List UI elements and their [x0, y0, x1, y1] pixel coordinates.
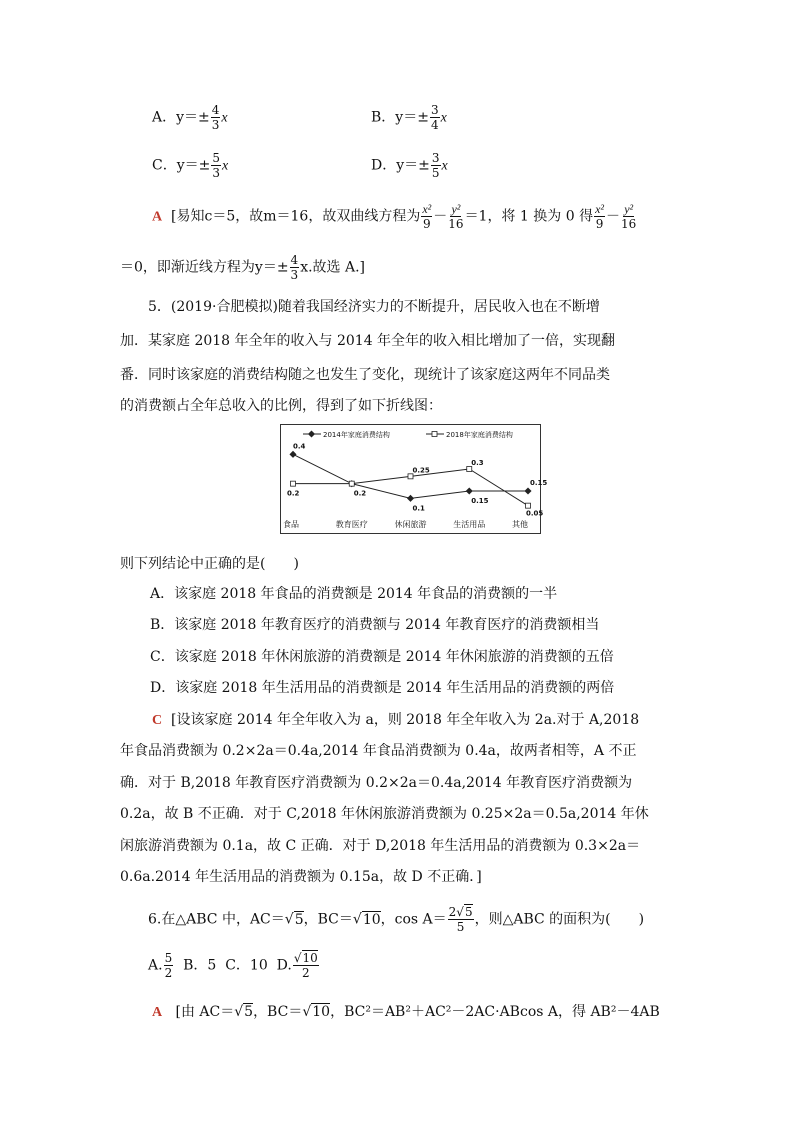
solution-4-frac1-den: 9: [422, 217, 431, 231]
question-6-text4: ，则△ABC 的面积为( ): [474, 911, 645, 928]
question-6-option-d-sqrt: 10: [302, 951, 318, 965]
option-4a-num: 4: [211, 103, 220, 117]
option-4b-x: x: [440, 110, 447, 126]
option-4b-text: B．y＝±: [371, 109, 429, 126]
series-1-label-0: 0.2: [287, 489, 300, 498]
solution-5-line2: 年食品消费额为 0.2×2a＝0.4a,2014 年食品消费额为 0.4a，故两者相等，A 不正: [120, 743, 637, 759]
solution-5-line6: 0.6a.2014 年生活用品的消费额为 0.15a，故 D 不正确．]: [120, 869, 482, 885]
series-1-label-2: 0.25: [412, 466, 430, 475]
solution-4-frac3-den: 9: [595, 217, 604, 231]
option-4a-text: A．y＝±: [152, 109, 210, 126]
solution-4-line2-num: 4: [290, 253, 299, 267]
option-4d-x: x: [441, 158, 448, 174]
question-5-line3: 番．同时该家庭的消费结构随之也发生了变化，现统计了该家庭这两年不同品类: [120, 367, 610, 383]
category-label-0: 食品: [283, 520, 299, 529]
option-4c-num: 5: [212, 151, 220, 165]
question-6-sqrt2: 10: [362, 911, 381, 928]
chart-svg: [281, 425, 548, 533]
solution-4-frac1: [421, 203, 432, 230]
solution-6-text2: ，BC＝: [253, 1004, 303, 1020]
question-6-stem: 6.在△ABC 中，AC＝√5，BC＝√10，cos A＝ $\frac{2√5}{5}$ ，则△ABC 的面积为( ): [148, 905, 645, 934]
solution-4-text2: ＝1，将 1 换为 0 得: [464, 208, 594, 225]
question-6-option-a-den: 2: [164, 966, 173, 980]
solution-4-frac2: [448, 203, 463, 230]
question-6-options: [148, 952, 320, 979]
solution-4-frac4: [621, 203, 636, 230]
question-6-option-c: C．10: [225, 957, 268, 974]
solution-4-answer: A: [152, 209, 163, 225]
question-6-cos-num-sqrt: 5: [464, 905, 473, 919]
question-6-option-d: D.: [276, 957, 292, 974]
series-0-label-3: 0.15: [471, 497, 489, 505]
category-label-3: 生活用品: [453, 520, 486, 529]
question-5-line4: 的消费额占全年总收入的比例，得到了如下折线图：: [120, 398, 442, 414]
option-4b-fraction: [430, 104, 440, 131]
category-label-2: 休闲旅游: [394, 520, 427, 529]
series-0-label-0: 0.4: [293, 442, 306, 451]
option-4c-den: 3: [212, 166, 220, 180]
option-4c: [152, 152, 228, 179]
solution-4-line2-end: x.故选 A.]: [300, 259, 366, 276]
question-6-option-a: A.: [148, 957, 163, 974]
series-1-point-0: [291, 481, 296, 486]
legend-2014-marker: [308, 430, 315, 437]
option-4a-fraction: [211, 104, 221, 131]
question-5-line1: 5．(2019·合肥模拟)随着我国经济实力的不断提升，居民收入也在不断增: [148, 299, 600, 315]
solution-6-line1: A [由 AC＝√5，BC＝√10，BC²＝AB²＋AC²－2AC·ABcos A，得 AB²－4AB: [152, 1004, 660, 1020]
solution-5-answer: C: [152, 713, 163, 728]
solution-4-line2-den: 3: [290, 268, 299, 282]
option-4d-fraction: [431, 152, 441, 179]
series-1-point-3: [467, 467, 472, 472]
solution-4-frac3-num: x²: [595, 202, 605, 216]
legend-2018-label: 2018年家庭消费结构: [446, 431, 513, 439]
option-4a: [152, 104, 228, 131]
solution-5-line4: 0.2a，故 B 不正确．对于 C,2018 年休闲旅游消费额为 0.25×2a＝0.5a,2014 年休: [120, 806, 649, 822]
solution-4-frac2-num: y²: [451, 202, 461, 216]
solution-4-text1: [易知c＝5，故m＝16，故双曲线方程为: [171, 208, 421, 225]
solution-5-line5: 闲旅游消费额为 0.1a，故 C 正确．对于 D,2018 年生活用品的消费额为 0.3×2a＝: [120, 838, 641, 854]
solution-4-frac3: [594, 203, 605, 230]
series-0-point-3: [466, 487, 473, 494]
option-4b: [371, 104, 447, 131]
consumption-line-chart: [280, 424, 548, 534]
series-0-label-2: 0.1: [412, 504, 425, 513]
solution-5-line1: [152, 709, 712, 729]
legend-2014-label: 2014年家庭消费结构: [323, 431, 390, 439]
option-4c-fraction: [211, 152, 221, 179]
solution-6-text1: [由 AC＝: [175, 1004, 235, 1020]
series-1-point-1: [349, 481, 354, 486]
option-4d-text: D．y＝±: [371, 157, 430, 174]
category-label-1: 教育医疗: [335, 520, 368, 529]
option-4d-num: 3: [431, 151, 440, 165]
question-6-option-d-num: √10: [293, 951, 318, 965]
solution-6-sqrt2: 10: [312, 1004, 331, 1020]
solution-5-line3: 确．对于 B,2018 年教育医疗消费额为 0.2×2a＝0.4a,2014 年教育医疗消费额为: [120, 775, 633, 791]
option-4a-den: 3: [211, 118, 220, 132]
question-6-cos-frac: [448, 906, 474, 933]
option-4d: [371, 152, 448, 179]
question-5-option-c: C．该家庭 2018 年休闲旅游的消费额是 2014 年休闲旅游的消费额的五倍: [150, 649, 614, 665]
legend-2018-marker: [432, 432, 437, 437]
series-1-label-3: 0.3: [471, 459, 484, 467]
question-6-sqrt1: 5: [294, 911, 304, 928]
series-1-point-4: [526, 503, 531, 508]
series-0-point-0: [289, 451, 296, 458]
question-6-cos-num: 2√5: [448, 905, 473, 919]
series-1-point-2: [408, 474, 413, 479]
question-6-option-d-frac: [293, 952, 319, 979]
series-1-label-4: 0.05: [526, 509, 544, 518]
solution-4-minus2: －: [606, 208, 621, 225]
solution-4-minus1: －: [433, 208, 448, 225]
question-6-option-a-num: 5: [164, 951, 173, 965]
option-4c-x: x: [222, 158, 229, 174]
question-5-line2: 加．某家庭 2018 年全年的收入与 2014 年全年的收入相比增加了一倍，实现翻: [120, 333, 616, 349]
solution-5-line1-text: [设该家庭 2014 年全年收入为 a，则 2018 年全年收入为 2a.对于 A,2018: [171, 712, 640, 728]
solution-4-frac2-den: 16: [448, 217, 464, 231]
question-6-cos-den: 5: [456, 920, 465, 934]
question-6-text1: 6.在△ABC 中，AC＝: [148, 911, 285, 928]
question-5-option-a: A．该家庭 2018 年食品的消费额是 2014 年食品的消费额的一半: [150, 586, 558, 602]
solution-6-sqrt1: 5: [244, 1004, 254, 1020]
solution-4-frac4-den: 16: [621, 217, 637, 231]
solution-4-line2: [120, 254, 365, 281]
option-4b-num: 3: [430, 103, 439, 117]
solution-4-line1: [152, 203, 637, 230]
question-6-text2: ，BC＝: [303, 911, 353, 928]
series-0-point-2: [407, 495, 414, 502]
option-4d-den: 5: [431, 166, 440, 180]
option-4c-text: C．y＝±: [152, 157, 211, 174]
question-5-prompt: 则下列结论中正确的是( ): [120, 556, 299, 572]
solution-4-line2-frac: [290, 254, 300, 281]
question-6-text3: ，cos A＝: [380, 911, 447, 928]
option-4b-den: 4: [430, 118, 439, 132]
series-0-point-4: [524, 487, 531, 494]
question-5-option-b: B．该家庭 2018 年教育医疗的消费额与 2014 年教育医疗的消费额相当: [150, 617, 600, 633]
question-6-cos-num-pre: 2: [448, 905, 457, 919]
question-6-option-d-den: 2: [301, 966, 310, 980]
series-0-label-4: 0.15: [530, 479, 548, 487]
question-6-option-b: B．5: [183, 957, 217, 974]
solution-6-answer: A: [152, 1005, 163, 1020]
solution-6-text3: ，BC²＝AB²＋AC²－2AC·ABcos A，得 AB²－4AB: [330, 1004, 660, 1020]
solution-4-frac1-num: x²: [422, 202, 432, 216]
question-6-option-a-frac: [164, 952, 174, 979]
solution-4-frac4-num: y²: [624, 202, 634, 216]
series-0-label-1: 0.2: [353, 489, 367, 498]
solution-4-line2-text: ＝0，即渐近线方程为y＝±: [120, 259, 289, 276]
option-4a-x: x: [221, 110, 228, 126]
question-5-option-d: D．该家庭 2018 年生活用品的消费额是 2014 年生活用品的消费额的两倍: [150, 680, 615, 696]
category-label-4: 其他: [512, 520, 528, 529]
